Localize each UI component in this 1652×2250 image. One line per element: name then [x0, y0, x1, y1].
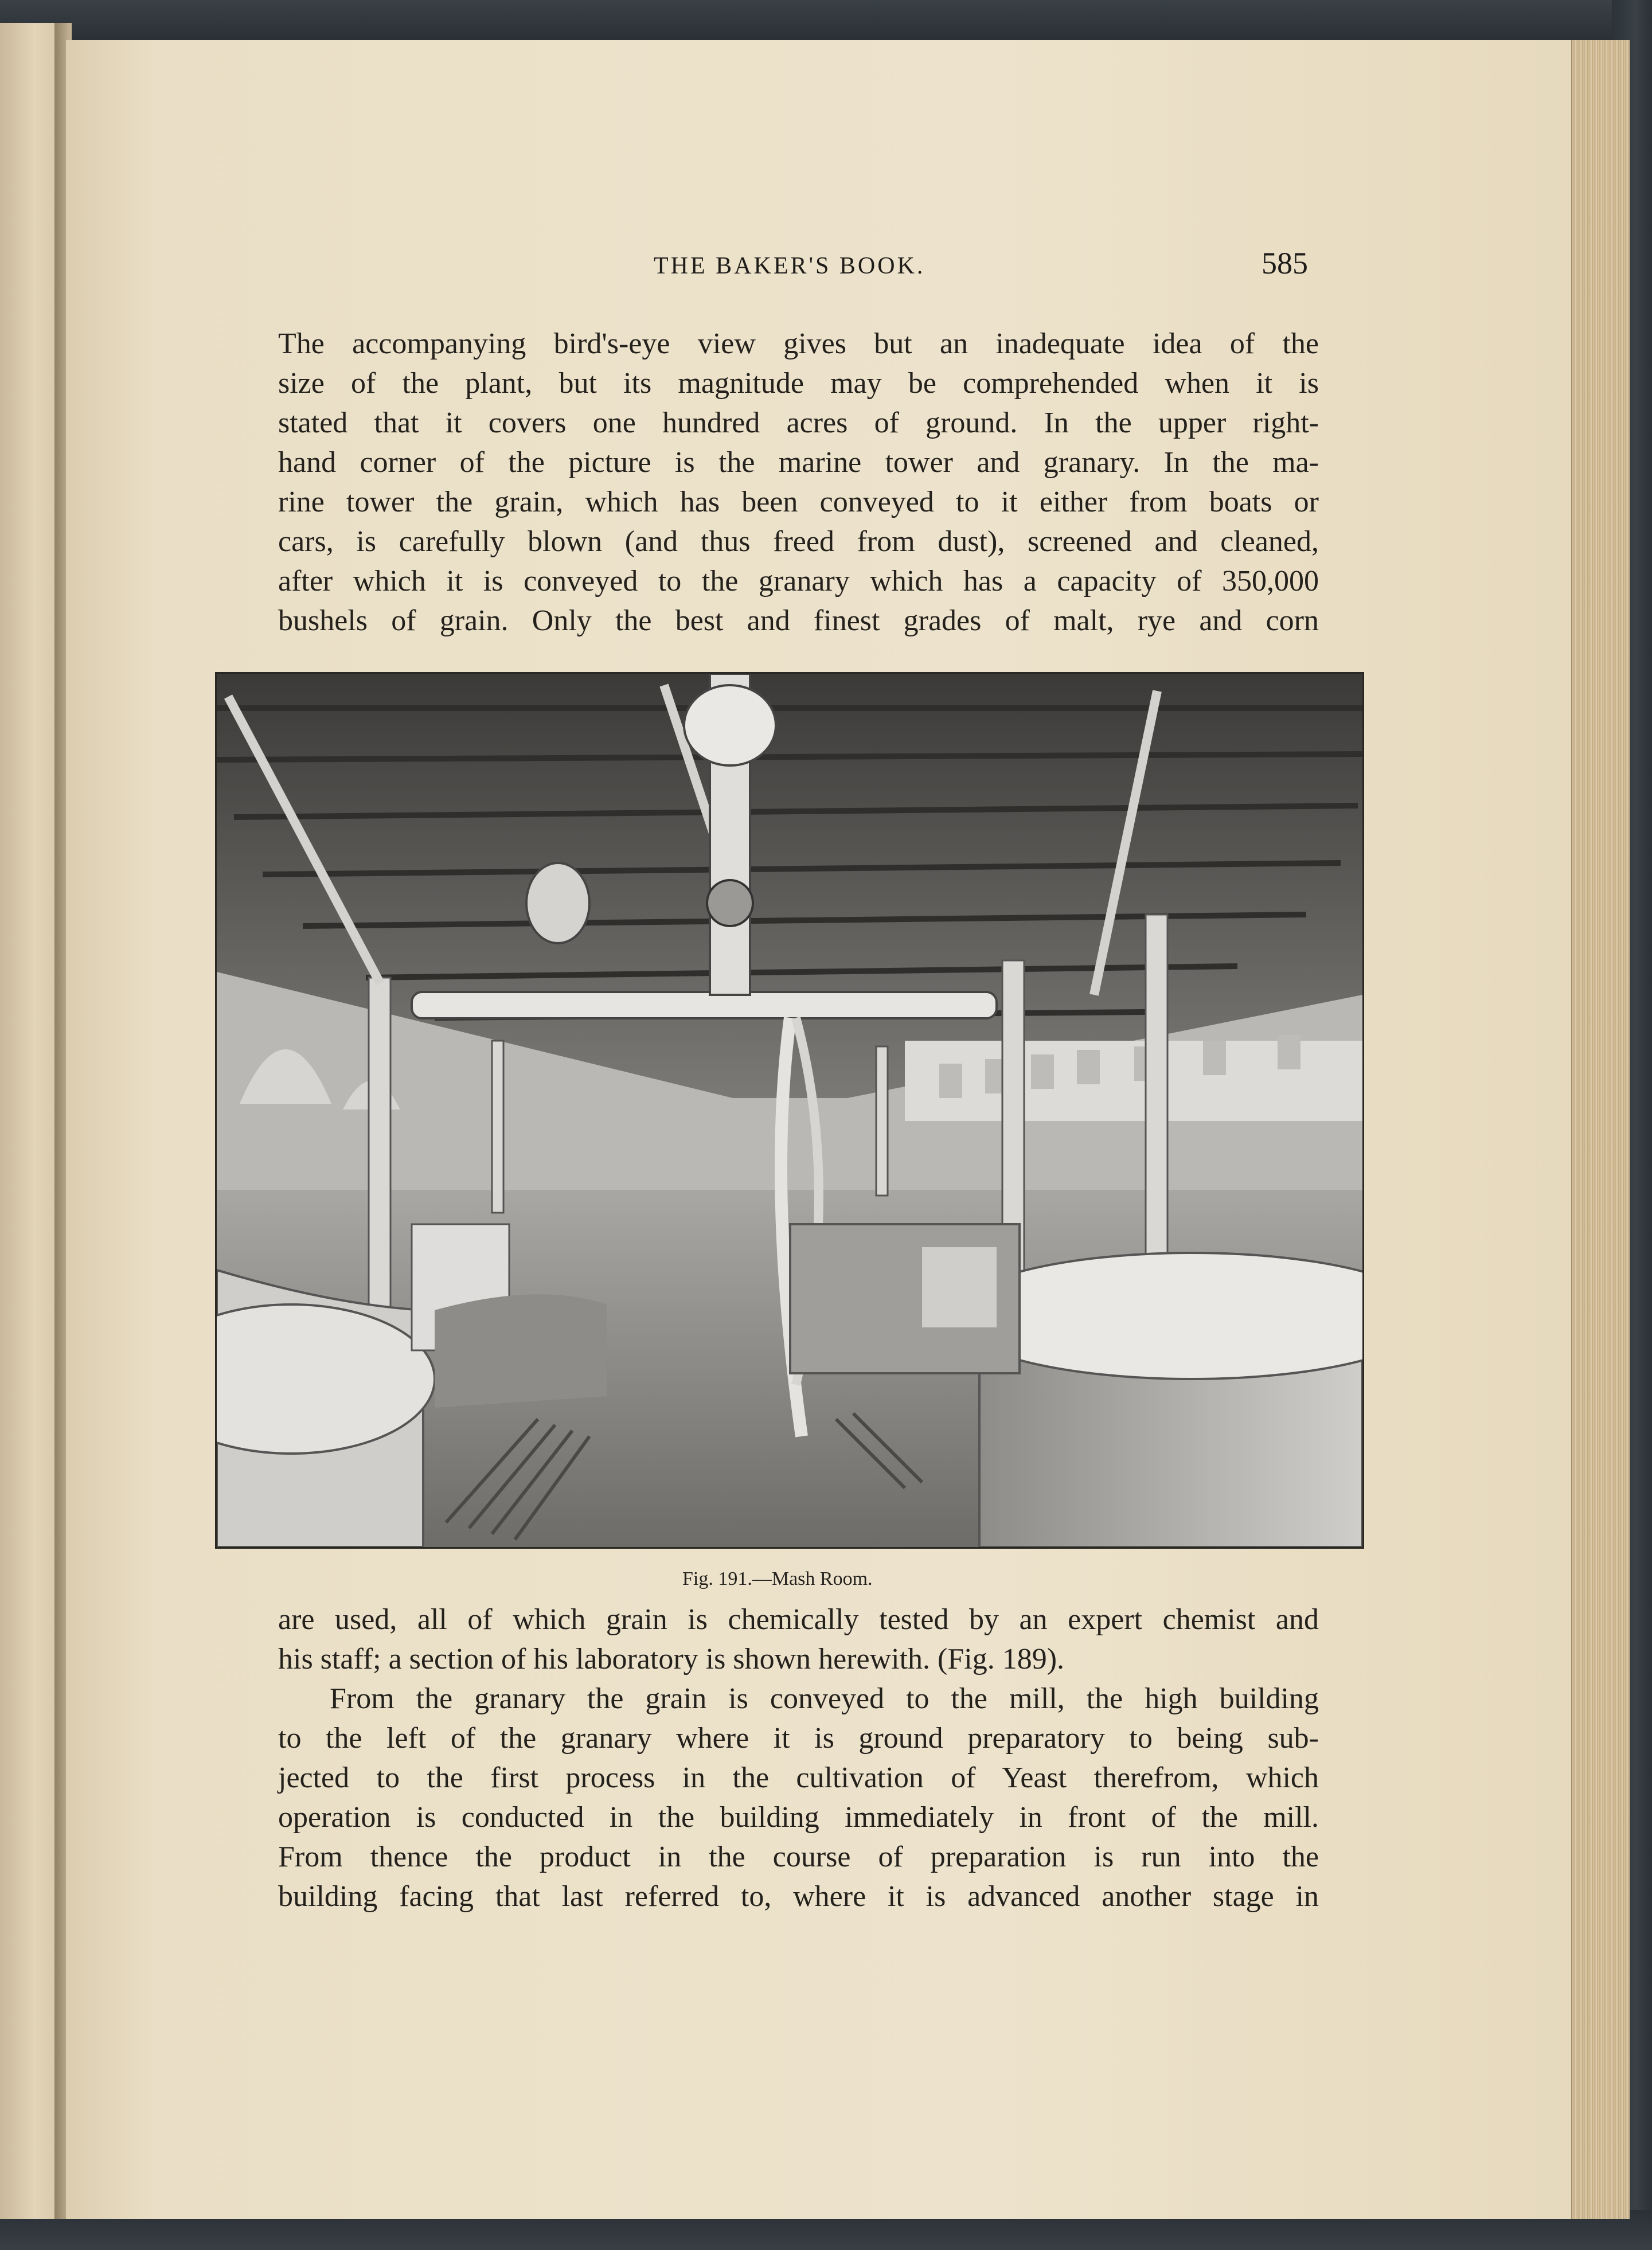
mash-room-photograph: [215, 672, 1364, 1549]
text-line: stated that it covers one hundred acres of ground. In the upper right-: [278, 407, 1319, 439]
text-line: cars, is carefully blown (and thus freed from dust), screened and cleaned,: [278, 525, 1319, 558]
text-line: are used, all of which grain is chemically tested by an expert chemist and: [278, 1603, 1319, 1636]
text-line: hand corner of the picture is the marine tower and granary. In the ma-: [278, 446, 1319, 479]
text-line: The accompanying bird's-eye view gives but an inadequate idea of the: [278, 327, 1319, 360]
text-line: jected to the first process in the cultivation of Yeast therefrom, which: [278, 1761, 1319, 1794]
text-line: rine tower the grain, which has been conveyed to it either from boats or: [278, 486, 1319, 518]
text-line: From thence the product in the course of preparation is run into the: [278, 1841, 1319, 1873]
text-line: operation is conducted in the building immediately in front of the mill.: [278, 1801, 1319, 1834]
text-line: size of the plant, but its magnitude may be comprehended when it is: [278, 367, 1319, 400]
text-line: bushels of grain. Only the best and finest grades of malt, rye and corn: [278, 604, 1319, 637]
page-fore-edge: [1571, 40, 1630, 2219]
figure-caption: Fig. 191.—Mash Room.: [682, 1568, 873, 1589]
left-page-edge: [0, 23, 63, 2219]
mash-room-illustration: [217, 674, 1362, 1547]
page-number: 585: [1262, 246, 1308, 280]
text-line: his staff; a section of his laboratory is shown herewith. (Fig. 189).: [278, 1643, 1065, 1675]
running-title: THE BAKER'S BOOK.: [654, 253, 925, 279]
text-line: to the left of the granary where it is ground preparatory to being sub-: [278, 1722, 1319, 1755]
top-paragraph: [278, 324, 1319, 640]
bottom-text: [278, 1600, 1319, 1916]
book-cover-top: [0, 0, 1652, 40]
text-line: From the granary the grain is conveyed to the mill, the high building: [330, 1682, 1319, 1715]
text-line: after which it is conveyed to the granary which has a capacity of 350,000: [278, 565, 1319, 597]
text-line: building facing that last referred to, where it is advanced another stage in: [278, 1880, 1319, 1913]
